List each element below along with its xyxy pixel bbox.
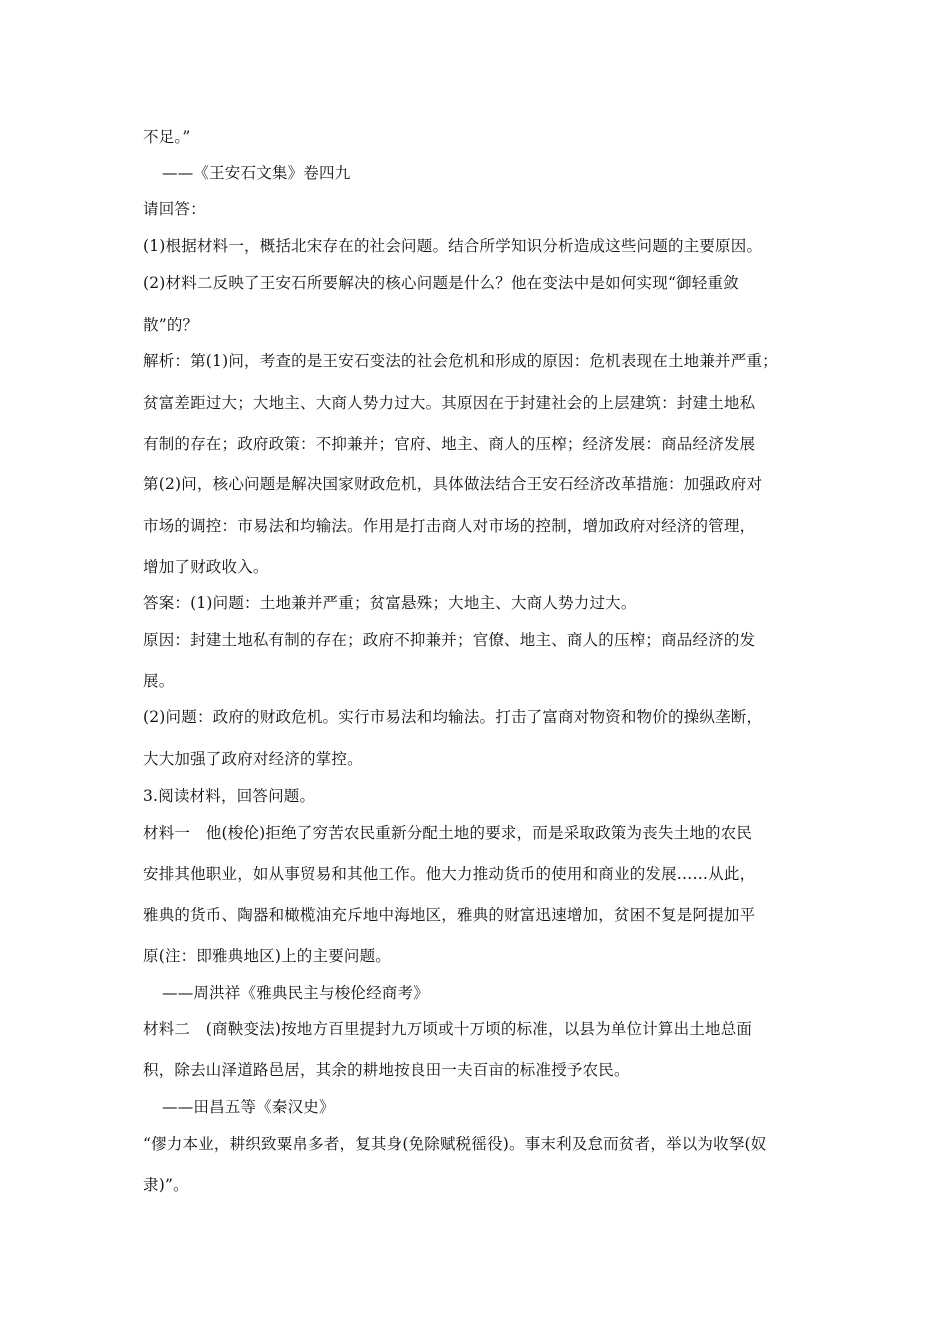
question-line: 散”的？ (143, 316, 199, 334)
question-heading: 3.阅读材料，回答问题。 (143, 787, 316, 805)
analysis-line: 解析：第(1)问，考查的是王安石变法的社会危机和形成的原因：危机表现在土地兼并严重； (143, 352, 778, 370)
analysis-line: 有制的存在；政府政策：不抑兼并；官府、地主、商人的压榨；经济发展：商品经济发展 (143, 435, 756, 453)
answer-line: 大大加强了政府对经济的掌控。 (143, 750, 363, 768)
material-line: 积，除去山泽道路邑居，其余的耕地按良田一夫百亩的标准授予农民。 (143, 1061, 630, 1079)
material-line: 隶)”。 (143, 1176, 189, 1194)
text-line: 不足。” (143, 128, 191, 146)
text-line: 请回答： (143, 200, 206, 218)
question-line: (2)材料二反映了王安石所要解决的核心问题是什么？他在变法中是如何实现“御轻重敛 (143, 274, 739, 292)
citation-line: ——《王安石文集》卷四九 (162, 164, 351, 182)
question-line: (1)根据材料一，概括北宋存在的社会问题。结合所学知识分析造成这些问题的主要原因。 (143, 237, 763, 255)
material-line: 雅典的货币、陶器和橄榄油充斥地中海地区，雅典的财富迅速增加，贫困不复是阿提加平 (143, 906, 756, 924)
citation-line: ——田昌五等《秦汉史》 (162, 1098, 335, 1116)
analysis-line: 贫富差距过大；大地主、大商人势力过大。其原因在于封建社会的上层建筑：封建土地私 (143, 394, 756, 412)
analysis-line: 市场的调控：市易法和均输法。作用是打击商人对市场的控制，增加政府对经济的管理， (143, 517, 756, 535)
material-line: “僇力本业，耕织致粟帛多者，复其身(免除赋税徭役)。事末利及怠而贫者，举以为收孥(奴 (143, 1135, 767, 1153)
analysis-line: 第(2)问，核心问题是解决国家财政危机，具体做法结合王安石经济改革措施：加强政府对 (143, 475, 763, 493)
citation-line: ——周洪祥《雅典民主与梭伦经商考》 (162, 984, 429, 1002)
material-line: 安排其他职业，如从事贸易和其他工作。他大力推动货币的使用和商业的发展……从此， (143, 865, 756, 883)
answer-line: 展。 (143, 672, 175, 690)
answer-line: 答案：(1)问题：土地兼并严重；贫富悬殊；大地主、大商人势力过大。 (143, 594, 637, 612)
material-line: 原(注：即雅典地区)上的主要问题。 (143, 947, 391, 965)
answer-line: 原因：封建土地私有制的存在；政府不抑兼并；官僚、地主、商人的压榨；商品经济的发 (143, 631, 756, 649)
answer-line: (2)问题：政府的财政危机。实行市易法和均输法。打击了富商对物资和物价的操纵垄断， (143, 708, 763, 726)
material-line: 材料二 (商鞅变法)按地方百里提封九万顷或十万顷的标准，以县为单位计算出土地总面 (143, 1020, 753, 1038)
analysis-line: 增加了财政收入。 (143, 558, 269, 576)
material-line: 材料一 他(梭伦)拒绝了穷苦农民重新分配土地的要求，而是采取政策为丧失土地的农民 (143, 824, 753, 842)
